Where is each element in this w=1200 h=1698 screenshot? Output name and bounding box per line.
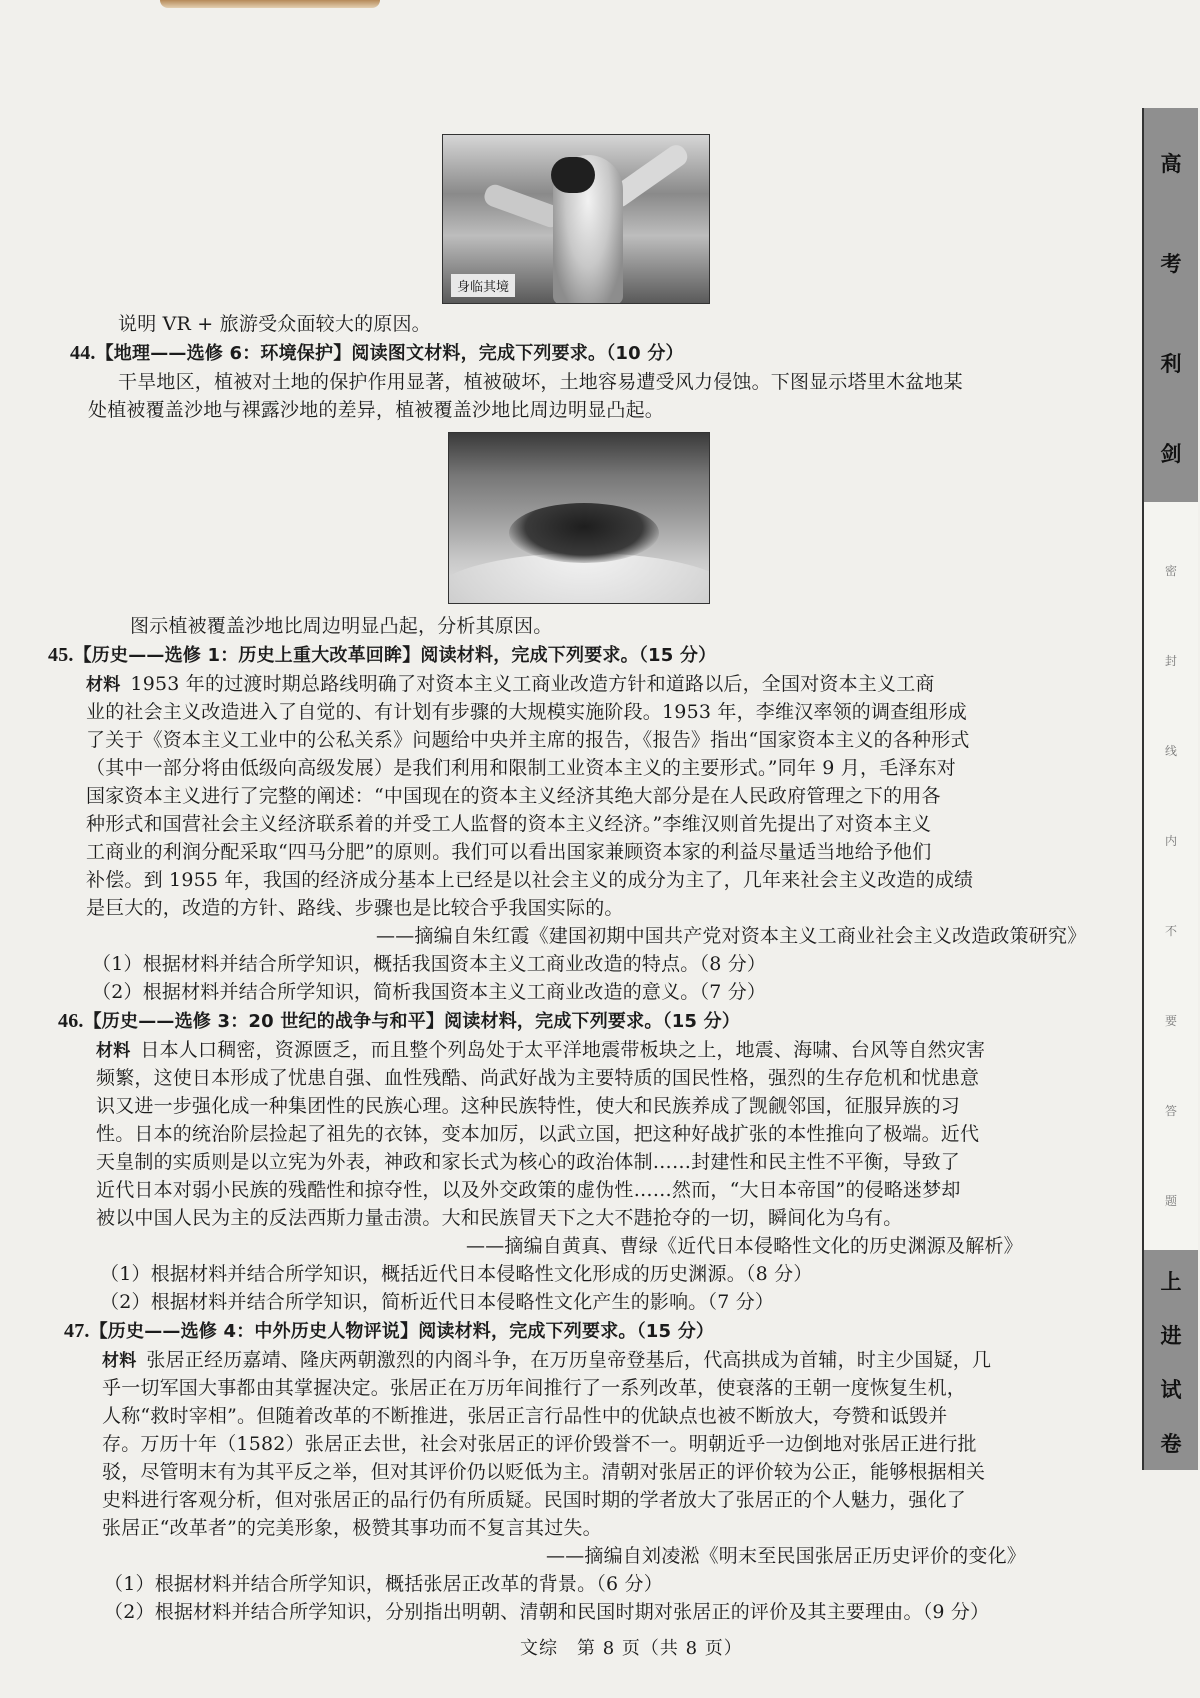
strip-top-char: 考 <box>1160 252 1182 276</box>
q46-material-line: 近代日本对弱小民族的残酷性和掠夺性，以及外交政策的虚伪性……然而，“大日本帝国”的侵略迷梦却 <box>96 1179 961 1201</box>
q44-text-line: 处植被覆盖沙地与裸露沙地的差异，植被覆盖沙地比周边明显凸起。 <box>88 399 665 421</box>
q44-title: 【地理——选修 6：环境保护】阅读图文材料，完成下列要求。（10 分） <box>95 343 684 364</box>
q46-number: 46. <box>58 1010 84 1032</box>
q45-material-label: 材料 <box>86 675 121 695</box>
q45-material-line: 了关于《资本主义工业中的公私关系》问题给中央并主席的报告，《报告》指出“国家资本主义的各种形式 <box>86 729 970 751</box>
q47-source: ——摘编自刘凌淞《明末至民国张居正历史评价的变化》 <box>546 1545 1027 1567</box>
page-footer: 文综 第 8 页（共 8 页） <box>520 1638 743 1659</box>
q47-title: 【历史——选修 4：中外历史人物评说】阅读材料，完成下列要求。（15 分） <box>89 1321 715 1342</box>
strip-bot-char: 卷 <box>1160 1432 1182 1456</box>
strip-mid-char: 要 <box>1164 1014 1177 1028</box>
q47-material-label: 材料 <box>102 1351 137 1371</box>
strip-bot-char: 进 <box>1160 1324 1182 1348</box>
photo-arm-left <box>482 182 565 230</box>
q47-number: 47. <box>64 1320 90 1342</box>
q46-material-label: 材料 <box>96 1041 131 1061</box>
q45-material-line: 种形式和国营社会主义经济联系着的并受工人监督的资本主义经济。”李维汉则首先提出了对资本主义 <box>86 813 932 835</box>
q45-material-text: 1953 年的过渡时期总路线明确了对资本主义工商业改造方针和道路以后，全国对资本主义工商 <box>130 673 935 695</box>
strip-mid-char: 线 <box>1164 744 1177 758</box>
strip-mid-char: 密 <box>1164 564 1177 578</box>
q46-source: ——摘编自黄真、曹绿《近代日本侵略性文化的历史渊源及解析》 <box>466 1235 1023 1257</box>
q45-material-line: 补偿。到 1955 年，我国的经济成分基本上已经是以社会主义的成分为主了，几年来社会主义改造的成绩 <box>86 869 974 891</box>
strip-bot-char: 上 <box>1160 1270 1182 1294</box>
strip-mid-char: 内 <box>1164 834 1177 848</box>
q46-subquestion: （2）根据材料并结合所学知识，简析近代日本侵略性文化产生的影响。（7 分） <box>100 1291 775 1313</box>
strip-top-char: 利 <box>1160 352 1182 376</box>
q46-material-text: 日本人口稠密，资源匮乏，而且整个列岛处于太平洋地震带板块之上，地震、海啸、台风等自然灾害 <box>140 1039 986 1061</box>
q47-material-line: 人称“救时宰相”。但随着改革的不断推进，张居正言行品性中的优缺点也被不断放大，夸赞和诋毁并 <box>102 1405 948 1427</box>
vegetated-sand-photo <box>448 432 710 604</box>
q46-subquestion: （1）根据材料并结合所学知识，概括近代日本侵略性文化形成的历史渊源。（8 分） <box>100 1263 813 1285</box>
strip-bottom-band <box>1144 1250 1198 1470</box>
q45-heading <box>48 643 716 668</box>
q45-title: 【历史——选修 1：历史上重大改革回眸】阅读材料，完成下列要求。（15 分） <box>73 645 717 666</box>
strip-top-char: 剑 <box>1160 442 1182 466</box>
vr-tourism-photo <box>442 134 710 304</box>
q44-question: 图示植被覆盖沙地比周边明显凸起，分析其原因。 <box>130 615 553 637</box>
q46-title: 【历史——选修 3：20 世纪的战争与和平】阅读材料，完成下列要求。（15 分） <box>83 1011 741 1032</box>
q46-material-line: 性。日本的统治阶层捡起了祖先的衣钵，变本加厉，以武立国，把这种好战扩张的本性推向了极端。近代 <box>96 1123 980 1145</box>
q47-material-line <box>102 1348 991 1374</box>
binding-strip <box>1142 108 1196 1470</box>
q47-heading <box>64 1319 714 1344</box>
q46-material-line: 天皇制的实质则是以立宪为外表，神政和家长式为核心的政治体制……封建性和民主性不平衡，导致了 <box>96 1151 961 1173</box>
q45-subquestion: （1）根据材料并结合所学知识，概括我国资本主义工商业改造的特点。（8 分） <box>92 953 767 975</box>
photo-shrub <box>509 503 659 563</box>
q47-material-line: 张居正“改革者”的完美形象，极赞其事功而不复言其过失。 <box>102 1517 602 1539</box>
q47-material-line: 史料进行客观分析，但对张居正的品行仍有所质疑。民国时期的学者放大了张居正的个人魅力，强化了 <box>102 1489 967 1511</box>
strip-mid-char: 题 <box>1164 1194 1177 1208</box>
q47-material-line: 驳，尽管明末有为其平反之举，但对其评价仍以贬低为主。清朝对张居正的评价较为公正，能够根据相关 <box>102 1461 986 1483</box>
q46-heading <box>58 1009 740 1034</box>
vr-photo-caption: 身临其境 <box>451 274 515 297</box>
strip-mid-char: 不 <box>1164 924 1177 938</box>
q46-material-line: 被以中国人民为主的反法西斯力量击溃。大和民族冒天下之大不韪抢夺的一切，瞬间化为乌有。 <box>96 1207 903 1229</box>
strip-top-char: 高 <box>1160 152 1182 176</box>
strip-mid-char: 答 <box>1164 1104 1177 1118</box>
q46-material-line: 频繁，这使日本形成了忧患自强、血性残酷、尚武好战为主要特质的国民性格，强烈的生存危机和忧患意 <box>96 1067 980 1089</box>
q44-number: 44. <box>70 342 96 364</box>
q45-number: 45. <box>48 644 74 666</box>
q45-material-line: 是巨大的，改造的方针、路线、步骤也是比较合乎我国实际的。 <box>86 897 624 919</box>
q47-material-line: 乎一切军国大事都由其掌握决定。张居正在万历年间推行了一系列改革，使衰落的王朝一度恢复生机， <box>102 1377 967 1399</box>
q45-subquestion: （2）根据材料并结合所学知识，简析我国资本主义工商业改造的意义。（7 分） <box>92 981 767 1003</box>
q45-material-line: 工商业的利润分配采取“四马分肥”的原则。我们可以看出国家兼顾资本家的利益尽量适当地给予他们 <box>86 841 932 863</box>
strip-top-band <box>1144 108 1198 502</box>
q47-subquestion: （2）根据材料并结合所学知识，分别指出明朝、清朝和民国时期对张居正的评价及其主要理由。（9 分） <box>104 1601 990 1623</box>
q43-tail-text: 说明 VR + 旅游受众面较大的原因。 <box>118 313 431 335</box>
q45-material-line: 国家资本主义进行了完整的阐述：“中国现在的资本主义经济其绝大部分是在人民政府管理之下的用各 <box>86 785 941 807</box>
q46-material-line <box>96 1038 985 1064</box>
q47-subquestion: （1）根据材料并结合所学知识，概括张居正改革的背景。（6 分） <box>104 1573 663 1595</box>
q44-text-line: 干旱地区，植被对土地的保护作用显著，植被破坏，土地容易遭受风力侵蚀。下图显示塔里木盆地某 <box>118 371 963 393</box>
q46-material-line: 识又进一步强化成一种集团性的民族心理。这种民族特性，使大和民族养成了觊觎邻国，征服异族的习 <box>96 1095 961 1117</box>
q44-heading <box>70 341 684 366</box>
strip-mid-char: 封 <box>1164 654 1177 668</box>
q47-material-line: 存。万历十年（1582）张居正去世，社会对张居正的评价毁誉不一。明朝近乎一边倒地对张居正进行批 <box>102 1433 977 1455</box>
photo-vr-headset <box>551 157 595 193</box>
q45-source: ——摘编自朱红霞《建国初期中国共产党对资本主义工商业社会主义改造政策研究》 <box>376 925 1087 947</box>
q45-material-line <box>86 672 935 698</box>
strip-bot-char: 试 <box>1160 1378 1182 1402</box>
q45-material-line: 业的社会主义改造进入了自觉的、有计划有步骤的大规模实施阶段。1953 年，李维汉率领的调查组形成 <box>86 701 967 723</box>
strip-middle-band <box>1144 502 1198 1250</box>
q45-material-line: （其中一部分将由低级向高级发展）是我们利用和限制工业资本主义的主要形式。”同年 9 月，毛泽东对 <box>86 757 956 779</box>
q47-material-text: 张居正经历嘉靖、隆庆两朝激烈的内阁斗争，在万历皇帝登基后，代高拱成为首辅，时主少国疑，几 <box>146 1349 992 1371</box>
